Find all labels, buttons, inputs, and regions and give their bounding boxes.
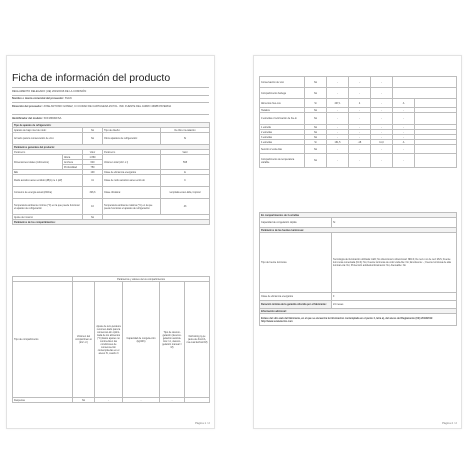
cell: 100 <box>83 170 103 175</box>
cell: - <box>327 77 349 88</box>
additional-info-text: Enlace del sitio web del fabricante, en el que se encuentra la información contemplada en el punto 4, letra a), del anexo del Reglamento (UE) 2019/2019 http://www.svanelectro.com <box>260 314 457 326</box>
table-row <box>13 398 210 403</box>
cell: - <box>371 135 393 140</box>
compartments-group-header: Parámetros y valores de los compartimientos <box>73 277 210 282</box>
cell: - <box>349 113 371 125</box>
fast-freeze-label: Capacidad de congelación rápida <box>260 218 332 228</box>
general-section-heading: Parámetros generales del producto: <box>13 145 210 150</box>
regulation-text: REGLAMENTO DELEGADO (UE) 2019/2016 DE LA COMISIÓN <box>12 90 87 93</box>
cell: No <box>305 88 327 99</box>
cell: Consumo de energía anual (kWh/a) <box>13 187 83 199</box>
table-header-row <box>13 282 210 398</box>
general-parameters-table <box>12 122 210 225</box>
cell: Clase de eficiencia energética <box>103 170 161 175</box>
address-value: JOSE ANTONIO GOMEZ, C/ CIUDAD DE CARTAGENA 29 POL. IND. FUENTE DEL JARRO 46988 PATERNA <box>43 105 172 108</box>
cell: A <box>393 140 415 145</box>
cell: Profundidad <box>63 165 83 170</box>
cell: De libre ins-talación <box>161 128 210 133</box>
cell: Sí <box>305 140 327 145</box>
cell: - <box>371 145 393 154</box>
cell: Temperatura ambiente máxima (°C) en la que puede funcionar el aparato de refrigeración <box>103 199 161 215</box>
header-cell: Tipo de compartimento <box>13 282 73 398</box>
table-row <box>13 199 210 215</box>
cell: - <box>123 398 160 403</box>
table-row <box>13 155 210 160</box>
header-cell: Ajuste de tem-peratura recomen-dado para la conservac-ión optimi-zada de los alimentos (°C) Estos ajustes no contra-dicen las condiciones de conserva-ción contempla-das en el anexo IV, cuadro 3 <box>95 282 123 398</box>
cell: - <box>393 154 415 168</box>
header-cell: Capacidad de congela-ción (kg/24h) <box>123 282 160 398</box>
empty-cell <box>185 398 210 403</box>
empty-cell <box>415 113 457 125</box>
cell: - <box>327 88 349 99</box>
additional-info-heading: Información adicional: <box>260 309 457 314</box>
cell: 4 <box>349 99 371 108</box>
cell: 0 estrellas o fa-bricación de hie-lo <box>260 113 305 125</box>
cell: Conservación de vino <box>260 77 305 88</box>
cell: IEE <box>13 170 83 175</box>
cell: 41 <box>83 175 103 187</box>
cell: Otros aparatos de refrigeración: <box>103 133 161 145</box>
header-cell: Volumen del compartimen-to (dm³ o l) <box>73 282 95 398</box>
page-number: Página 1 / 2 <box>195 421 210 425</box>
cell: No <box>83 128 103 133</box>
type-section-heading: Tipo de aparato de refrigeración: <box>13 123 210 128</box>
cell: No <box>305 108 327 113</box>
cell: Tipo de diseño: <box>103 128 161 133</box>
address-line <box>12 105 209 108</box>
cell: 4 estrellas <box>260 140 305 145</box>
table-row <box>13 187 210 199</box>
cell: Altura <box>63 155 83 160</box>
table-row <box>13 175 210 187</box>
cell: - <box>393 113 415 125</box>
title-divider <box>12 87 209 88</box>
cell: - <box>349 145 371 154</box>
warranty-label: Duración mínima de la garantía ofrecida por el fabricante: <box>260 301 332 309</box>
divider <box>12 114 209 115</box>
header-cell: Parámetro <box>13 150 83 155</box>
header-cell: Tipo de descon-gelación (descon-gelación automá-tica = A, descon-gelación manual = M) <box>160 282 185 398</box>
total-volume-value: 568 <box>161 155 210 170</box>
cell: - <box>371 77 393 88</box>
cell: - <box>371 108 393 113</box>
cell: - <box>327 108 349 113</box>
divider <box>12 95 209 96</box>
cell: No <box>305 77 327 88</box>
brand-line <box>12 97 72 100</box>
header-cell: Defrosting ty-pe (auto-de-frost=A, ma-nual defrost=M) <box>185 282 210 398</box>
winter-setting-value: No <box>83 215 103 220</box>
dimensions-label: Dimensiones totales (milímetros) <box>13 155 63 170</box>
cell: - <box>393 125 415 130</box>
page-title: Ficha de información del producto <box>12 72 171 84</box>
cell: - <box>393 108 415 113</box>
cell: No <box>305 125 327 130</box>
cell: No <box>305 113 327 125</box>
cell: - <box>349 154 371 168</box>
cell: No <box>73 398 95 403</box>
cell: Alimentos fres-cos <box>260 99 305 108</box>
cell: Sí <box>161 133 210 145</box>
cell: - <box>349 77 371 88</box>
model-value: SVF1864NFSA <box>43 117 62 120</box>
table-row <box>260 113 457 125</box>
cell: Ruido acústico aéreo emitido (dB(A) re 1 pW) <box>13 175 83 187</box>
cell: - <box>349 125 371 130</box>
document-page-2 <box>253 55 462 429</box>
light-class-value: F <box>332 293 457 301</box>
cell: - <box>349 130 371 135</box>
compartments-table-continued <box>259 76 457 168</box>
cell: 1 860 <box>83 155 103 160</box>
brand-value: SVAN <box>64 97 72 100</box>
cell: Sí <box>305 99 327 108</box>
empty-cell <box>415 99 457 108</box>
cell: - <box>371 154 393 168</box>
header-cell: Valor <box>161 150 210 155</box>
winter-setting-label: Ajuste de invierno <box>13 215 83 220</box>
table-row <box>260 233 457 293</box>
header-cell: Parámetro <box>103 150 161 155</box>
cell: - <box>327 113 349 125</box>
model-label: Identificador del modelo: <box>12 117 43 120</box>
cell: - <box>327 154 349 168</box>
cell: Armario para la conservación de vino: <box>13 133 83 145</box>
table-row <box>260 293 457 301</box>
cell: E <box>161 170 210 175</box>
table-row <box>13 133 210 145</box>
cell: Sección 2 estre-llas <box>260 145 305 154</box>
brand-label: Nombre o marca comercial del proveedor: <box>12 97 65 100</box>
warranty-value: 24 meses <box>332 301 457 309</box>
compartments-section-heading: Parámetros de los compartimientos: <box>13 220 210 225</box>
cell: - <box>160 398 185 403</box>
cell: No <box>305 135 327 140</box>
cell: Clase de ruido acústico aéreo emiti-do <box>103 175 161 187</box>
cell: - <box>95 398 123 403</box>
cell: - <box>371 113 393 125</box>
cell: - <box>371 99 393 108</box>
cell: 43 <box>161 199 210 215</box>
table-row <box>260 145 457 154</box>
light-source-section-heading: Parámetros de las fuentes luminosas: <box>260 228 457 233</box>
cell: -18 <box>349 140 371 145</box>
light-class-label: Clase de eficiencia energética <box>260 293 332 301</box>
cell: No <box>305 130 327 135</box>
cell: C <box>161 175 210 187</box>
address-label: Dirección del proveedor: <box>12 105 43 108</box>
light-type-value: Tecnología de iluminación utilizada: LED; No direccional o direccional: NDLS; De red o no de red: MLS; Fuente lumi-nosa conectada (CLS): No; Fuente luminosa de color varia-ble: No; Envolvente: -; Fuente luminosa de alta luminan-cia: No; Protección antideslumbramiento: No; Atenuable: No <box>332 233 457 293</box>
table-row <box>260 99 457 108</box>
cell: - <box>349 108 371 113</box>
cell: Compartimento bodega <box>260 88 305 99</box>
cell: 11,0 <box>371 140 393 145</box>
cell: - <box>327 130 349 135</box>
header-cell: Valor <box>83 150 103 155</box>
cell: 2 estrellas <box>260 130 305 135</box>
empty-cell <box>415 154 457 168</box>
cell: Aparato de bajo nivel de ruido: <box>13 128 83 133</box>
cell: - <box>393 135 415 140</box>
cell: templada exten-dida, tropical <box>161 187 210 199</box>
additional-parameters-table <box>259 212 457 326</box>
table-row <box>260 218 457 228</box>
cell: 640 <box>83 160 103 165</box>
cell: - <box>327 125 349 130</box>
cell: 326,6 <box>83 187 103 199</box>
light-type-label: Tipo de fuente luminosa <box>260 233 332 293</box>
cell: A <box>393 99 415 108</box>
cell: 750 <box>83 165 103 170</box>
table-row <box>260 301 457 309</box>
cell: - <box>327 145 349 154</box>
cell: No <box>305 154 327 168</box>
empty-cell <box>393 88 457 99</box>
cell: - <box>371 125 393 130</box>
cell: Compartimento de temperatura variable <box>260 154 305 168</box>
compartments-table <box>12 276 210 403</box>
cell: - <box>393 130 415 135</box>
cell: - <box>371 130 393 135</box>
table-row <box>260 154 457 168</box>
empty-cell <box>393 77 457 88</box>
cell: 10 <box>83 199 103 215</box>
cell: Anchura <box>63 160 83 165</box>
cell: - <box>371 88 393 99</box>
cell: - <box>327 135 349 140</box>
cell: 407,1 <box>327 99 349 108</box>
cell: Clase climática: <box>103 187 161 199</box>
empty-cell <box>415 145 457 154</box>
table-row <box>260 314 457 326</box>
cell: No <box>305 145 327 154</box>
cell: 161,5 <box>327 140 349 145</box>
table-row <box>260 88 457 99</box>
total-volume-label: Volumen total (dm³ o l) <box>103 155 161 170</box>
model-line <box>12 117 61 120</box>
document-page-1 <box>6 55 215 429</box>
cell: - <box>349 88 371 99</box>
divider <box>12 102 209 103</box>
cell: 3 estrellas <box>260 135 305 140</box>
cell: - <box>349 135 371 140</box>
cell: Helados <box>260 108 305 113</box>
cell: 1 estrella <box>260 125 305 130</box>
table-row <box>260 77 457 88</box>
cell: Temperatura ambiente mínima (°C) en la que puede funcionar el aparato de refrigeración <box>13 199 83 215</box>
four-star-section-heading: En compartimentos de 4 estrellas <box>260 213 457 218</box>
cell: Despensa <box>13 398 73 403</box>
cell: - <box>393 145 415 154</box>
page-number: Página 2 / 2 <box>442 421 457 425</box>
fast-freeze-value: Sí <box>332 218 457 228</box>
cell: No <box>83 133 103 145</box>
